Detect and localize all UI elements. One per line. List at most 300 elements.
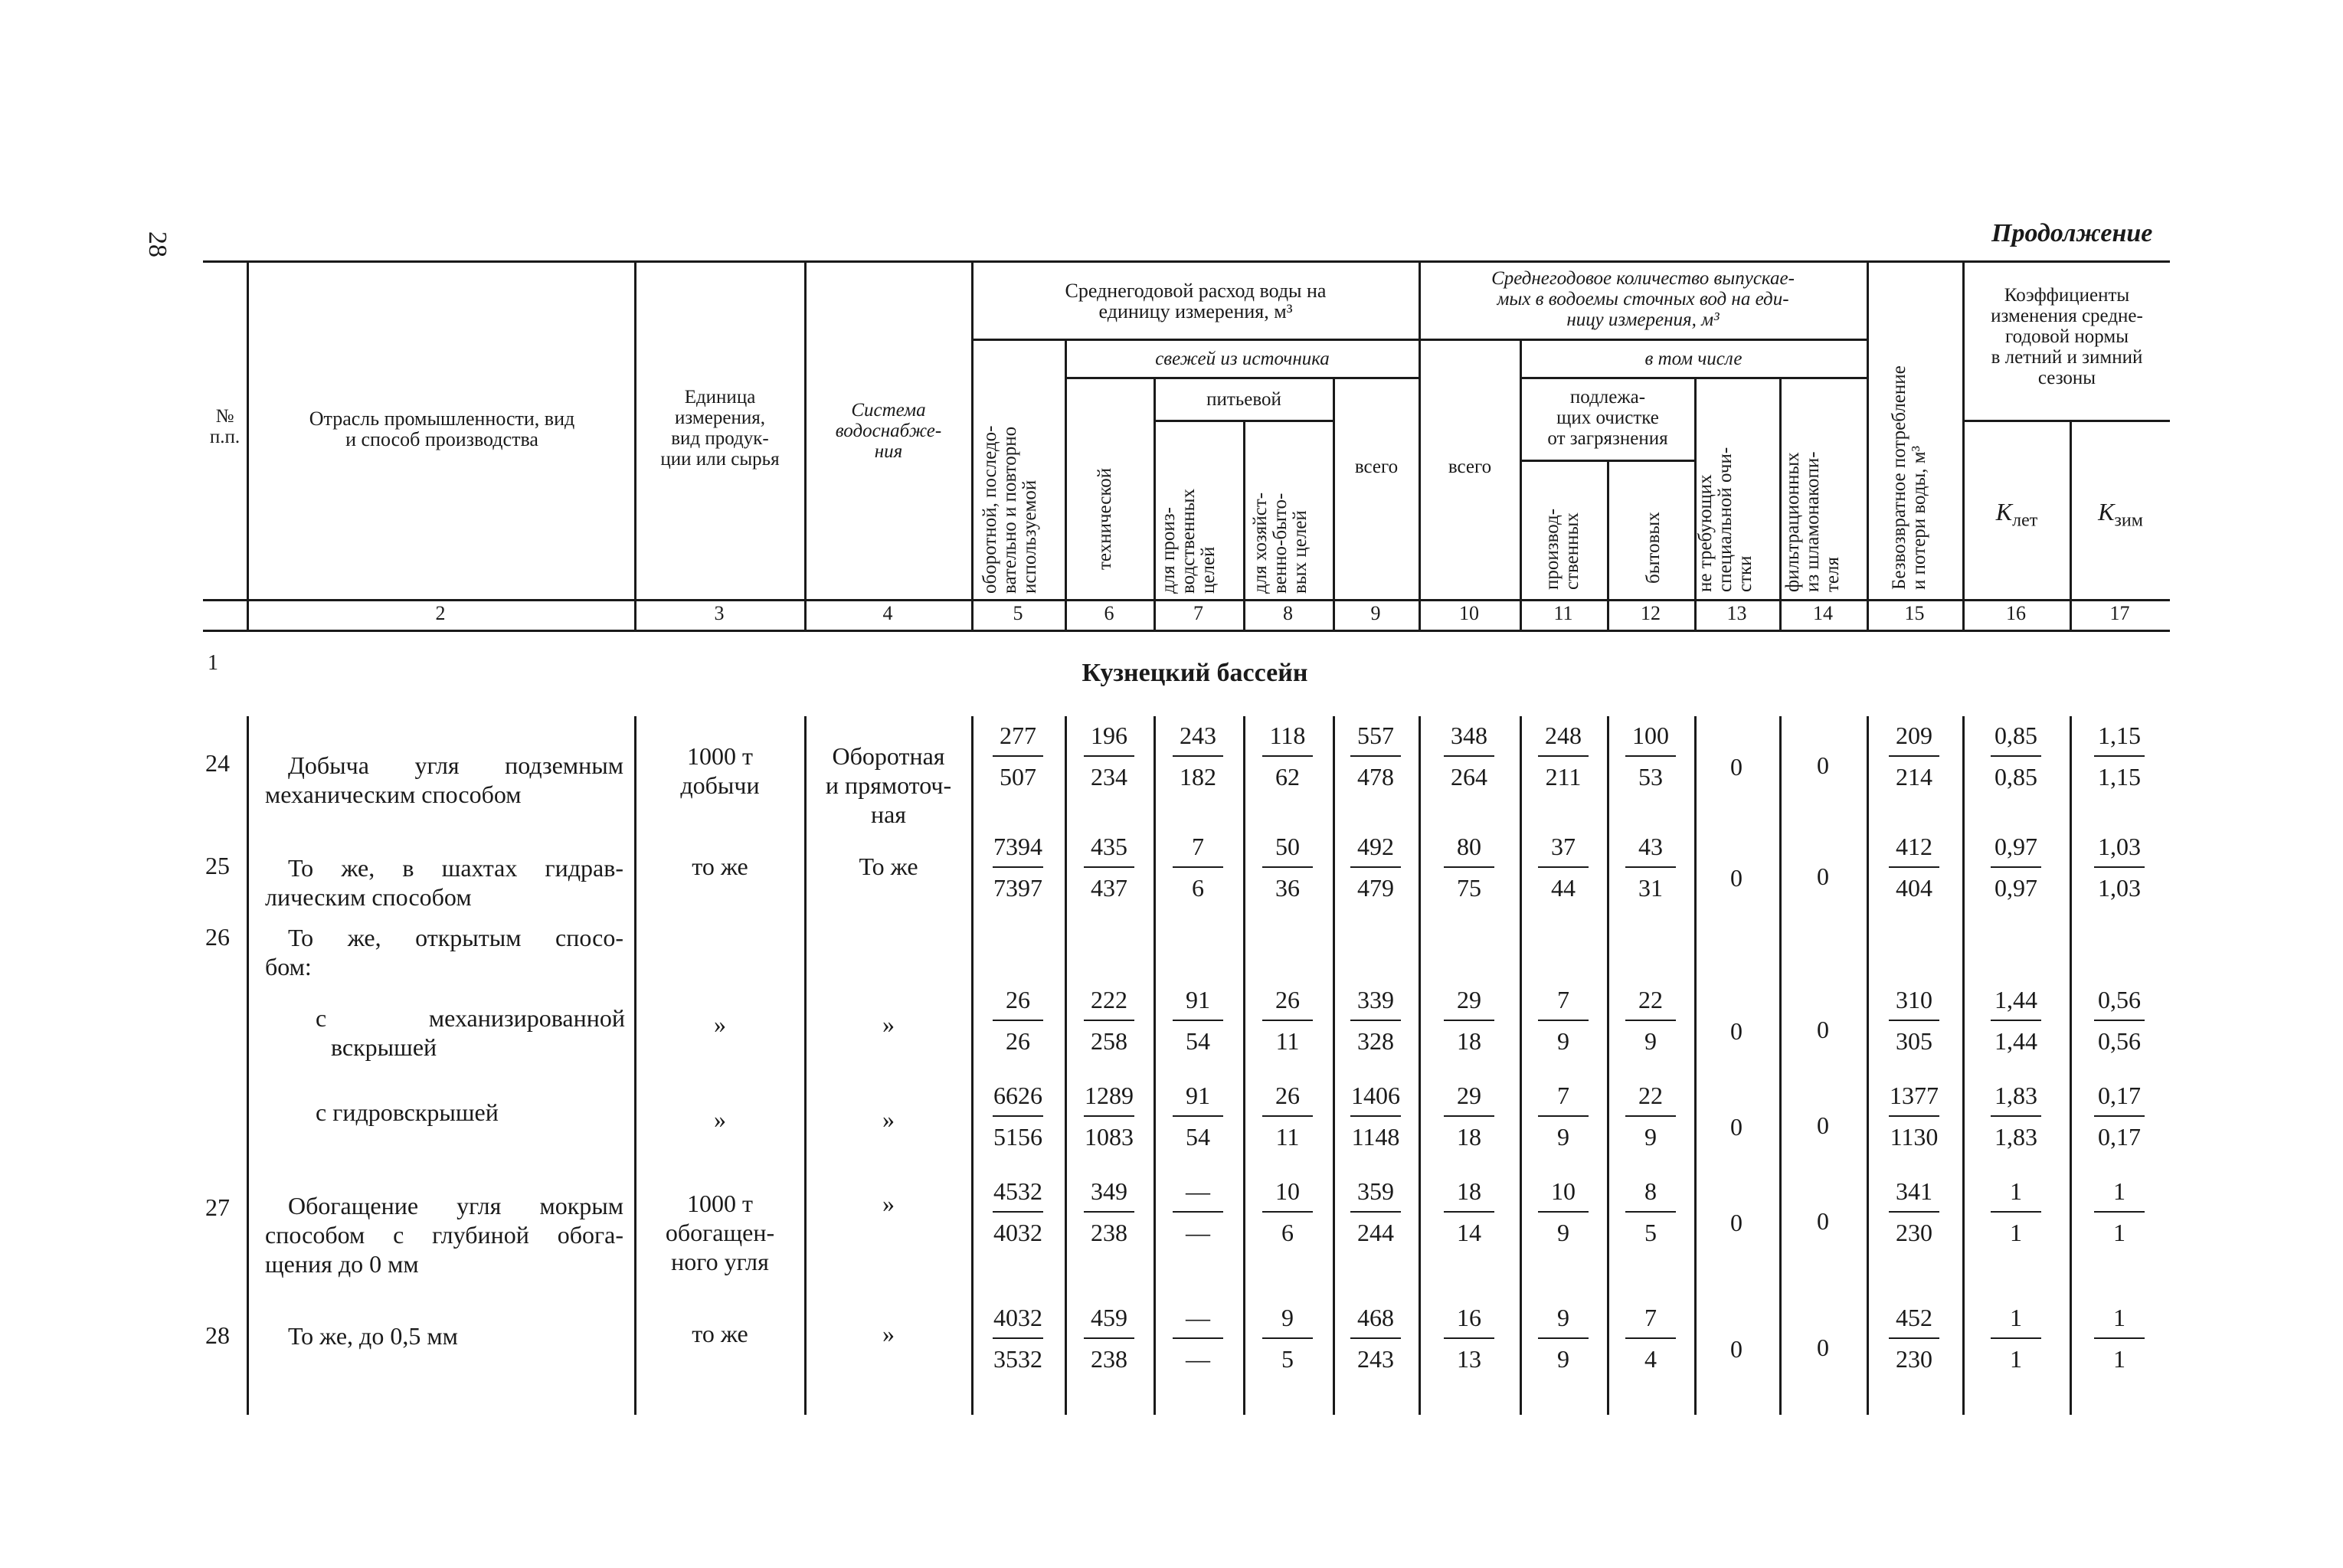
fraction-denominator: 9: [1644, 1123, 1657, 1151]
section-title: Кузнецкий бассейн: [1082, 659, 1308, 687]
fraction-bar: [1991, 1337, 2041, 1339]
fraction-denominator: 1: [2113, 1345, 2125, 1373]
fraction-numerator: 1,83: [1994, 1082, 2037, 1109]
header-industry: Отрасль промышленности, вид и способ производства: [309, 408, 575, 450]
fraction-numerator: 341: [1896, 1177, 1932, 1205]
fraction-denominator: 234: [1091, 763, 1127, 791]
fraction-denominator: 1: [2010, 1345, 2022, 1373]
fraction-numerator: 26: [1275, 1082, 1300, 1109]
fraction-bar: [993, 866, 1043, 868]
table-cell-fraction: [1330, 831, 1422, 903]
k-summer-letter: K: [1995, 498, 2013, 525]
col-number-17: 17: [2109, 602, 2130, 624]
fraction-numerator: 91: [1186, 986, 1210, 1013]
fraction-numerator: 22: [1638, 986, 1663, 1013]
fraction-bar: [1991, 866, 2041, 868]
row-col14-value: 0: [1817, 1111, 1829, 1139]
fraction-bar: [1444, 755, 1494, 757]
row-description-line: способом с глубиной обога-: [265, 1221, 623, 1249]
col-number-5: 5: [1013, 602, 1023, 624]
fraction-numerator: 557: [1357, 722, 1394, 749]
fraction-numerator: 243: [1180, 722, 1216, 749]
fraction-numerator: 29: [1457, 986, 1481, 1013]
col-number-10: 10: [1459, 602, 1479, 624]
fraction-numerator: 1: [2113, 1304, 2125, 1331]
fraction-denominator: 243: [1357, 1345, 1394, 1373]
table-cell-fraction: [1152, 831, 1244, 903]
fraction-numerator: 222: [1091, 986, 1127, 1013]
fraction-bar: [2094, 1020, 2145, 1021]
fraction-denominator: 214: [1896, 763, 1932, 791]
fraction-denominator: 6: [1281, 1219, 1294, 1246]
fraction-bar: [1991, 1115, 2041, 1117]
row-col14-value: 0: [1817, 1334, 1829, 1361]
table-cell-fraction: [1517, 831, 1609, 903]
row-description-line: То же, до 0,5 мм: [288, 1322, 458, 1350]
row-number: 25: [205, 852, 230, 879]
col-number-6: 6: [1104, 602, 1114, 624]
fraction-bar: [1444, 1020, 1494, 1021]
row-description-line: Обогащение угля мокрым: [288, 1192, 623, 1219]
row-col13-value: 0: [1730, 1113, 1743, 1141]
fraction-denominator: 478: [1357, 763, 1394, 791]
fraction-bar: [1262, 1337, 1313, 1339]
header-filtration: фильтрационных из шламонакопи- теля: [1782, 451, 1843, 592]
table-cell-fraction: [1242, 831, 1333, 903]
table-cell-fraction: [1063, 984, 1155, 1056]
fraction-numerator: 348: [1451, 722, 1487, 749]
fraction-numerator: 1289: [1085, 1082, 1134, 1109]
fraction-bar: [1173, 1020, 1223, 1021]
table-cell-fraction: [1605, 720, 1697, 792]
fraction-numerator: 0,17: [2098, 1082, 2141, 1109]
fraction-denominator: 54: [1186, 1123, 1210, 1151]
row-col14-value: 0: [1817, 1207, 1829, 1235]
fraction-bar: [1444, 1211, 1494, 1213]
header-system: Система водоснабже- ния: [835, 400, 942, 462]
fraction-numerator: 1,15: [2098, 722, 2141, 749]
fraction-denominator: 1130: [1890, 1123, 1939, 1151]
fraction-bar: [1625, 755, 1676, 757]
row-col14-value: 0: [1817, 1016, 1829, 1043]
fraction-numerator: 118: [1269, 722, 1306, 749]
fraction-bar: [1084, 755, 1134, 757]
fraction-denominator: 5156: [993, 1123, 1042, 1151]
fraction-numerator: 196: [1091, 722, 1127, 749]
fraction-denominator: 0,97: [1994, 874, 2037, 902]
fraction-denominator: 62: [1275, 763, 1300, 791]
fraction-denominator: 437: [1091, 874, 1127, 902]
table-cell-fraction: [1063, 720, 1155, 792]
continuation-label: Продолжение: [1991, 219, 2153, 247]
fraction-bar: [1084, 1115, 1134, 1117]
fraction-numerator: 18: [1457, 1177, 1481, 1205]
row-description-line: То же, в шахтах гидрав-: [288, 854, 623, 882]
table-cell-fraction: [1605, 1302, 1697, 1374]
fraction-bar: [1173, 1337, 1223, 1339]
fraction-denominator: 1,83: [1994, 1123, 2037, 1151]
table-cell-fraction: [972, 720, 1064, 792]
table-cell-fraction: [1152, 984, 1244, 1056]
table-cell-fraction: [1605, 1176, 1697, 1248]
table-cell-fraction: [1423, 1080, 1515, 1152]
fraction-numerator: 0,56: [2098, 986, 2141, 1013]
fraction-bar: [1625, 1115, 1676, 1117]
fraction-numerator: 209: [1896, 722, 1932, 749]
header-coef: Коэффициенты изменения средне- годовой нормы в летний и зимний сезоны: [1991, 285, 2143, 388]
fraction-numerator: —: [1186, 1304, 1210, 1331]
fraction-bar: [2094, 1115, 2145, 1117]
fraction-bar: [1889, 1020, 1939, 1021]
table-cell-fraction: [1517, 1302, 1609, 1374]
fraction-bar: [1889, 1115, 1939, 1117]
k-winter-letter: K: [2098, 498, 2115, 525]
fraction-denominator: 11: [1275, 1123, 1300, 1151]
fraction-bar: [1538, 1115, 1589, 1117]
table-cell-fraction: [2073, 831, 2165, 903]
header-no-treatment: не требующих специальной очи- стки: [1695, 447, 1756, 592]
fraction-numerator: 0,85: [1994, 722, 2037, 749]
row-system: »: [882, 1320, 895, 1347]
table-cell-fraction: [1970, 831, 2062, 903]
fraction-numerator: 492: [1357, 833, 1394, 860]
table-cell-fraction: [1423, 720, 1515, 792]
col-number-16: 16: [2006, 602, 2026, 624]
fraction-bar: [1991, 755, 2041, 757]
row-description-line: механическим способом: [265, 781, 522, 808]
header-production: для произ- водственных целей: [1158, 489, 1219, 594]
table-cell-fraction: [1970, 1302, 2062, 1374]
row-number: 27: [205, 1193, 230, 1221]
fraction-denominator: —: [1186, 1219, 1210, 1246]
fraction-bar: [2094, 1337, 2145, 1339]
table-cell-fraction: [1970, 984, 2062, 1056]
fraction-denominator: 54: [1186, 1027, 1210, 1055]
fraction-numerator: 7: [1644, 1304, 1657, 1331]
header-irretrievable: Безвозвратное потребление и потери воды, м³: [1889, 365, 1929, 590]
header-k-summer: [1965, 498, 2068, 534]
table-cell-fraction: [1605, 984, 1697, 1056]
fraction-bar: [1350, 866, 1401, 868]
row-description-line: вскрышей: [331, 1033, 437, 1061]
fraction-numerator: 1: [2010, 1304, 2022, 1331]
page-number: 28: [143, 231, 172, 257]
header-k-winter: [2073, 498, 2168, 534]
fraction-denominator: 264: [1451, 763, 1487, 791]
fraction-numerator: 468: [1357, 1304, 1394, 1331]
fraction-numerator: 0,97: [1994, 833, 2037, 860]
fraction-numerator: 1406: [1351, 1082, 1400, 1109]
table-cell-fraction: [1517, 1176, 1609, 1248]
fraction-numerator: 452: [1896, 1304, 1932, 1331]
table-cell-fraction: [2073, 720, 2165, 792]
row-col14-value: 0: [1817, 751, 1829, 779]
table-cell-fraction: [1423, 831, 1515, 903]
fraction-numerator: 43: [1638, 833, 1663, 860]
fraction-numerator: 29: [1457, 1082, 1481, 1109]
fraction-denominator: —: [1186, 1345, 1210, 1373]
fraction-denominator: 305: [1896, 1027, 1932, 1055]
k-winter-sub: зим: [2114, 510, 2143, 531]
fraction-bar: [1889, 1211, 1939, 1213]
table-cell-fraction: [2073, 1080, 2165, 1152]
fraction-bar: [1084, 1337, 1134, 1339]
table-cell-fraction: [1063, 1080, 1155, 1152]
fraction-numerator: 1,03: [2098, 833, 2141, 860]
fraction-bar: [1262, 866, 1313, 868]
table-cell-fraction: [1152, 1302, 1244, 1374]
table-cell-fraction: [1868, 984, 1960, 1056]
fraction-denominator: 5: [1644, 1219, 1657, 1246]
fraction-numerator: 310: [1896, 986, 1932, 1013]
table-cell-fraction: [1242, 1080, 1333, 1152]
fraction-numerator: 4532: [993, 1177, 1042, 1205]
row-unit: 1000 т добычи: [680, 742, 760, 799]
fraction-bar: [1262, 1020, 1313, 1021]
fraction-denominator: 507: [1000, 763, 1036, 791]
fraction-bar: [1889, 1337, 1939, 1339]
table-cell-fraction: [1063, 1302, 1155, 1374]
fraction-denominator: 9: [1557, 1219, 1569, 1246]
header-subject-group: подлежа- щих очистке от загрязнения: [1547, 387, 1668, 449]
header-household: для хозяйст- венно-быто- вых целей: [1250, 492, 1311, 594]
header-unit: Единица измерения, вид продук- ции или сырья: [660, 387, 780, 470]
table-cell-fraction: [1970, 1080, 2062, 1152]
fraction-numerator: 26: [1275, 986, 1300, 1013]
row-description-line: с механизированной: [316, 1004, 625, 1032]
fraction-denominator: 6: [1192, 874, 1204, 902]
fraction-denominator: 36: [1275, 874, 1300, 902]
fraction-denominator: 258: [1091, 1027, 1127, 1055]
fraction-numerator: 50: [1275, 833, 1300, 860]
table-cell-fraction: [1868, 1080, 1960, 1152]
col-number-8: 8: [1283, 602, 1293, 624]
fraction-denominator: 11: [1275, 1027, 1300, 1055]
fraction-bar: [1538, 755, 1589, 757]
col-number-13: 13: [1726, 602, 1747, 624]
row-description-line: бом:: [265, 953, 312, 980]
fraction-denominator: 1: [2010, 1219, 2022, 1246]
fraction-bar: [993, 1337, 1043, 1339]
fraction-bar: [1444, 1115, 1494, 1117]
fraction-denominator: 7397: [993, 874, 1042, 902]
fraction-denominator: 53: [1638, 763, 1663, 791]
row-system: »: [882, 1190, 895, 1217]
fraction-numerator: 37: [1551, 833, 1576, 860]
row-description-line: щения до 0 мм: [265, 1250, 419, 1278]
header-num: № п.п.: [209, 406, 241, 447]
fraction-numerator: 9: [1281, 1304, 1294, 1331]
fraction-denominator: 479: [1357, 874, 1394, 902]
fraction-bar: [993, 755, 1043, 757]
fraction-bar: [1538, 866, 1589, 868]
table-cell-fraction: [1152, 1080, 1244, 1152]
fraction-denominator: 230: [1896, 1219, 1932, 1246]
fraction-denominator: 238: [1091, 1345, 1127, 1373]
fraction-bar: [1625, 866, 1676, 868]
row-system: Оборотная и прямоточ- ная: [825, 742, 952, 828]
fraction-denominator: 1: [2113, 1219, 2125, 1246]
fraction-numerator: 435: [1091, 833, 1127, 860]
table-cell-fraction: [1605, 831, 1697, 903]
fraction-denominator: 18: [1457, 1027, 1481, 1055]
fraction-bar: [1173, 866, 1223, 868]
row-col13-value: 0: [1730, 753, 1743, 781]
fraction-bar: [1084, 1211, 1134, 1213]
table-cell-fraction: [1330, 984, 1422, 1056]
fraction-denominator: 9: [1557, 1027, 1569, 1055]
table-cell-fraction: [1605, 1080, 1697, 1152]
row-col13-value: 0: [1730, 864, 1743, 892]
fraction-bar: [1173, 1211, 1223, 1213]
header-fresh-group: свежей из источника: [1155, 349, 1330, 369]
header-total-fresh: всего: [1354, 457, 1399, 477]
table-cell-fraction: [1330, 1302, 1422, 1374]
fraction-numerator: 22: [1638, 1082, 1663, 1109]
fraction-numerator: 277: [1000, 722, 1036, 749]
fraction-denominator: 1148: [1351, 1123, 1400, 1151]
fraction-numerator: 10: [1275, 1177, 1300, 1205]
row-description-line: с гидровскрышей: [316, 1098, 499, 1126]
fraction-numerator: 1: [2113, 1177, 2125, 1205]
fraction-denominator: 1,15: [2098, 763, 2141, 791]
col-number-4: 4: [882, 602, 893, 624]
fraction-denominator: 9: [1644, 1027, 1657, 1055]
row-col14-value: 0: [1817, 863, 1829, 890]
fraction-numerator: 26: [1006, 986, 1030, 1013]
fraction-bar: [993, 1211, 1043, 1213]
row-unit: то же: [692, 853, 748, 880]
fraction-bar: [1350, 1115, 1401, 1117]
row-description-line: лическим способом: [265, 883, 472, 911]
col-number-11: 11: [1553, 602, 1573, 624]
fraction-numerator: 459: [1091, 1304, 1127, 1331]
fraction-denominator: 1083: [1085, 1123, 1134, 1151]
fraction-bar: [1084, 1020, 1134, 1021]
table-cell-fraction: [2073, 1176, 2165, 1248]
table-cell-fraction: [972, 984, 1064, 1056]
fraction-numerator: 248: [1545, 722, 1582, 749]
header-incl: в том числе: [1644, 349, 1743, 369]
fraction-bar: [1991, 1211, 2041, 1213]
fraction-bar: [1625, 1020, 1676, 1021]
fraction-bar: [1444, 1337, 1494, 1339]
fraction-denominator: 4032: [993, 1219, 1042, 1246]
row-description-line: То же, открытым спосо-: [288, 924, 623, 951]
fraction-bar: [1889, 866, 1939, 868]
row-col13-value: 0: [1730, 1017, 1743, 1045]
fraction-bar: [1538, 1020, 1589, 1021]
fraction-numerator: 16: [1457, 1304, 1481, 1331]
row-col13-value: 0: [1730, 1335, 1743, 1363]
header-household-waste: бытовых: [1643, 512, 1664, 584]
col-number-9: 9: [1370, 602, 1381, 624]
table-cell-fraction: [972, 1080, 1064, 1152]
table-cell-fraction: [1152, 1176, 1244, 1248]
fraction-denominator: 404: [1896, 874, 1932, 902]
fraction-numerator: —: [1186, 1177, 1210, 1205]
fraction-denominator: 5: [1281, 1345, 1294, 1373]
fraction-denominator: 244: [1357, 1219, 1394, 1246]
table-cell-fraction: [1330, 1176, 1422, 1248]
fraction-bar: [1084, 866, 1134, 868]
fraction-numerator: 359: [1357, 1177, 1394, 1205]
header-potable-group: питьевой: [1206, 389, 1281, 410]
table-cell-fraction: [1063, 831, 1155, 903]
fraction-denominator: 44: [1551, 874, 1576, 902]
col-number-2: 2: [435, 602, 446, 624]
table-cell-fraction: [1970, 720, 2062, 792]
row-number: 24: [205, 749, 230, 777]
table-cell-fraction: [1242, 984, 1333, 1056]
fraction-bar: [1991, 1020, 2041, 1021]
table-cell-fraction: [1423, 1302, 1515, 1374]
fraction-numerator: 10: [1551, 1177, 1576, 1205]
fraction-denominator: 0,17: [2098, 1123, 2141, 1151]
row-number: 26: [205, 923, 230, 951]
row-description-line: Добыча угля подземным: [288, 751, 623, 779]
fraction-denominator: 238: [1091, 1219, 1127, 1246]
table-cell-fraction: [1423, 1176, 1515, 1248]
row-system: То же: [859, 853, 918, 880]
fraction-numerator: 7: [1557, 1082, 1569, 1109]
fraction-bar: [1350, 1211, 1401, 1213]
fraction-numerator: 339: [1357, 986, 1394, 1013]
fraction-denominator: 9: [1557, 1123, 1569, 1151]
fraction-numerator: 100: [1632, 722, 1669, 749]
k-summer-sub: лет: [2012, 510, 2038, 531]
fraction-denominator: 26: [1006, 1027, 1030, 1055]
fraction-denominator: 14: [1457, 1219, 1481, 1246]
col-number-12: 12: [1641, 602, 1661, 624]
fraction-denominator: 1,44: [1994, 1027, 2037, 1055]
fraction-denominator: 75: [1457, 874, 1481, 902]
fraction-numerator: 80: [1457, 833, 1481, 860]
table-cell-fraction: [1868, 1302, 1960, 1374]
header-discharge: Среднегодовое количество выпускае- мых в водоемы сточных вод на еди- ницу измерения, м³: [1491, 268, 1795, 330]
table-cell-fraction: [1330, 1080, 1422, 1152]
fraction-bar: [1538, 1211, 1589, 1213]
table-cell-fraction: [1868, 720, 1960, 792]
fraction-numerator: 8: [1644, 1177, 1657, 1205]
fraction-denominator: 18: [1457, 1123, 1481, 1151]
col-number-3: 3: [714, 602, 725, 624]
fraction-bar: [1350, 755, 1401, 757]
header-discharge-total: всего: [1448, 457, 1492, 477]
fraction-bar: [1173, 755, 1223, 757]
col-number-14: 14: [1813, 602, 1833, 624]
table-cell-fraction: [1517, 1080, 1609, 1152]
fraction-denominator: 0,85: [1994, 763, 2037, 791]
table-cell-fraction: [1242, 720, 1333, 792]
fraction-denominator: 3532: [993, 1345, 1042, 1373]
fraction-bar: [2094, 755, 2145, 757]
fraction-numerator: 7: [1192, 833, 1204, 860]
row-col13-value: 0: [1730, 1209, 1743, 1236]
table-cell-fraction: [972, 831, 1064, 903]
fraction-numerator: 7394: [993, 833, 1042, 860]
fraction-bar: [1350, 1020, 1401, 1021]
fraction-numerator: 1,44: [1994, 986, 2037, 1013]
fraction-denominator: 211: [1545, 763, 1582, 791]
fraction-denominator: 9: [1557, 1345, 1569, 1373]
fraction-bar: [1350, 1337, 1401, 1339]
table-cell-fraction: [1063, 1176, 1155, 1248]
col-number-15: 15: [1904, 602, 1925, 624]
table-cell-fraction: [1423, 984, 1515, 1056]
fraction-bar: [1262, 1115, 1313, 1117]
row-unit: 1000 т обогащен- ного угля: [665, 1190, 775, 1275]
